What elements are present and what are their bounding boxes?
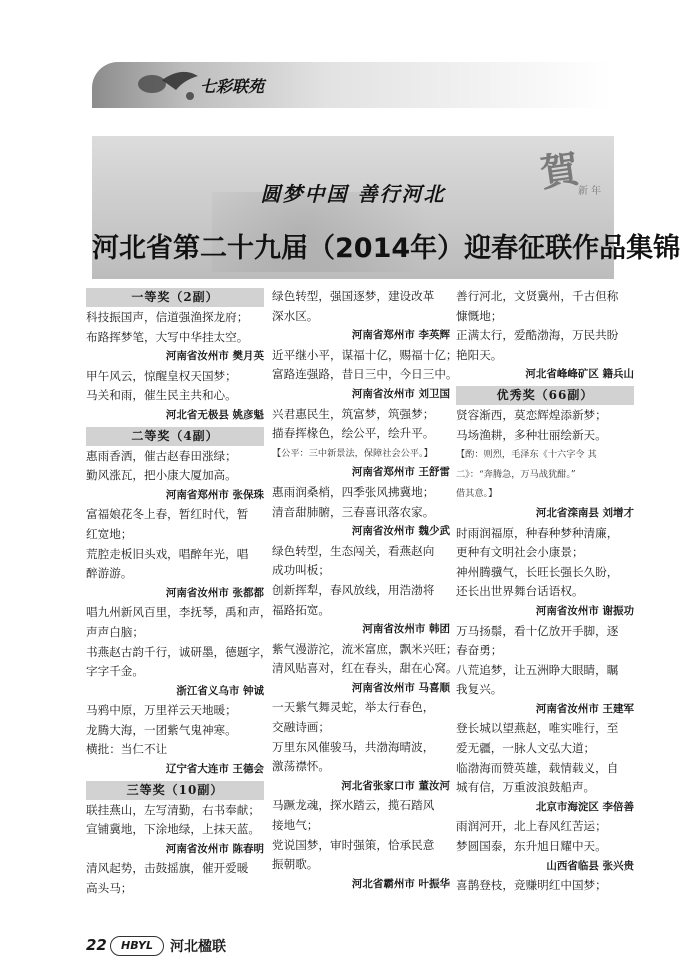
author-credit: 河南省郑州市 张保珠	[165, 488, 264, 501]
couplet-line: 高头马；	[86, 881, 133, 896]
couplet-line: 艳阳天。	[456, 347, 503, 362]
couplet-line: 时雨润福原，种春种梦种清廉，	[456, 525, 619, 540]
section-label: 七彩联苑	[200, 77, 265, 96]
banner-title: 河北省第二十九届（2014年）迎春征联作品集锦	[92, 233, 681, 264]
title-banner	[92, 136, 681, 279]
couplet-line: 紫气漫游沱，流米富庶，飘米兴旺；	[272, 641, 458, 656]
prize-heading: 二等奖（4副）	[86, 427, 264, 446]
couplet-line: 绿色转型，强国逐梦，建设改革	[272, 289, 435, 303]
couplet-line: 我复兴。	[456, 682, 503, 697]
author-credit: 河南省汝州市 谢振功	[535, 604, 634, 617]
author-credit: 河南省汝州市 刘卫国	[351, 387, 450, 400]
text-column-1	[86, 287, 272, 899]
couplet-line: 福路拓宽。	[272, 602, 330, 617]
couplet-line: 勤风涨瓦，把小康大厦加高。	[86, 468, 237, 483]
text-column-2	[272, 287, 458, 894]
couplet-line: 善行河北，文贤冀州，千古但称	[456, 289, 619, 303]
section-header	[92, 62, 612, 108]
couplet-line: 还长出世界舞台话语权。	[456, 584, 584, 599]
couplet-line: 春奋勇；	[456, 643, 503, 658]
couplet-line: 清风贴喜对，红在春头，甜在心窝。	[272, 661, 458, 676]
couplet-line: 喜鹊登枝，竞赚明红中国梦；	[456, 878, 607, 893]
couplet-line: 万马扬鬃，看十亿放开手脚，逐	[456, 623, 619, 638]
couplet-line: 惠雨香洒，催古赵春田涨绿；	[86, 448, 237, 463]
couplet-line: 绿色转型，生态闯关，看燕赵向	[272, 543, 435, 558]
prize-heading: 一等奖（2副）	[86, 288, 264, 307]
couplet-line: 声声白脑；	[86, 624, 144, 639]
couplet-line: 登长城以望燕赵，唯实唯行，至	[456, 721, 619, 736]
magazine-name: 河北楹联	[170, 939, 226, 955]
couplet-line: 成功叫板；	[272, 563, 330, 578]
couplet-line: 振朝歌。	[272, 857, 319, 872]
couplet-line: 正满太行，爱酷渤海，万民共盼	[456, 328, 619, 343]
text-column-3	[456, 287, 634, 896]
couplet-line: 马鸦中原，万里祥云天地暖；	[86, 703, 237, 718]
annotation-note: 【酌：则烈，毛泽东《十六字令 其	[456, 449, 597, 461]
couplet-line: 贤容渐西，莫恋辉煌添新梦；	[456, 407, 607, 422]
magazine-logo: HBYL	[110, 936, 164, 956]
couplet-line: 临渤海而赞英雄，载情载义，自	[456, 760, 619, 775]
couplet-line: 深水区。	[272, 308, 319, 323]
greeting-sub: 新 年	[578, 186, 602, 197]
couplet-line: 描春挥椽色，绘公平，绘升平。	[272, 426, 435, 441]
author-credit: 河南省汝州市 魏少武	[351, 525, 450, 538]
author-credit: 河南省郑州市 王舒雷	[351, 466, 450, 479]
couplet-line: 创新挥犁，春风放线，用浩渤将	[272, 582, 435, 597]
couplet-line: 更种有文明社会小康景；	[456, 545, 584, 560]
couplet-line: 八荒追梦，让五洲睁大眼睛，瞩	[456, 662, 619, 677]
couplet-line: 醉游游。	[86, 566, 133, 581]
couplet-line: 红宽地；	[86, 526, 133, 541]
couplet-line: 马场渔耕，多种壮丽绘新天。	[456, 427, 607, 442]
author-credit: 河北省张家口市 董汝河	[341, 779, 450, 792]
author-credit: 河南省汝州市 樊月英	[165, 350, 264, 363]
author-credit: 河南省汝州市 王建军	[535, 702, 634, 715]
couplet-line: 布路挥梦笔，大写中华挂太空。	[86, 329, 249, 344]
couplet-line: 马关和雨，催生民主共和心。	[86, 388, 237, 403]
author-credit: 河北省无极县 姚彦魁	[165, 408, 264, 421]
couplet-line: 科技振国声，信道强渔探龙府；	[86, 310, 249, 324]
author-credit: 浙江省义乌市 钟诚	[176, 684, 264, 697]
couplet-line: 慷慨地；	[456, 308, 503, 323]
author-credit: 山西省临县 张兴贵	[546, 859, 634, 872]
annotation-note: 【公平：三中新景法，保障社会公平。】	[272, 447, 433, 459]
couplet-line: 交融诗画；	[272, 720, 330, 735]
couplet-line: 惠雨润桑梢，四季张风拂冀地；	[272, 484, 435, 499]
prize-heading: 优秀奖（66副）	[456, 386, 634, 405]
couplet-line: 马蹶龙魂，探水踏云，揽石踏风	[272, 798, 435, 813]
author-credit: 河北省滦南县 刘增才	[535, 506, 634, 519]
greeting-glyph: 賀	[537, 145, 582, 196]
annotation-note: 二》：“奔腾急，万马战犹酣。”	[456, 468, 576, 480]
author-credit: 河南省汝州市 张都都	[165, 586, 264, 599]
couplet-line: 甲午风云，惊醒皇权天国梦；	[86, 368, 237, 383]
author-credit: 北京市海淀区 李倍善	[535, 800, 634, 813]
author-credit: 辽宁省大连市 王德会	[165, 763, 264, 776]
author-credit: 河南省汝州市 陈春明	[165, 842, 264, 855]
couplet-line: 神州腾骥气，长旺长强长久盼，	[456, 564, 619, 579]
couplet-line: 唱九州新风百里，李抚琴，禹和声，	[86, 605, 272, 620]
couplet-line: 清音甜肺腑，三春喜讯落农家。	[272, 504, 435, 519]
couplet-line: 龙腾大海，一团紫气鬼神寒。	[86, 722, 237, 737]
couplet-line: 爱无疆，一脉人文弘大道；	[456, 741, 596, 756]
annotation-note: 借其意。】	[456, 488, 498, 500]
author-credit: 河南省郑州市 李英辉	[351, 329, 450, 342]
author-credit: 河北省霸州市 叶振华	[351, 877, 450, 890]
couplet-line: 梦圆国泰，东升旭日耀中天。	[456, 839, 607, 854]
banner-subtitle: 圆梦中国 善行河北	[260, 182, 446, 206]
couplet-line: 富福娘花冬上春，暂红时代，暂	[86, 507, 249, 522]
couplet-line: 万里东风催骏马，共渤海晴波，	[272, 739, 435, 754]
author-credit: 河南省汝州市 韩团	[362, 623, 450, 636]
page-number: 22	[86, 936, 107, 954]
ink-fish-icon	[132, 60, 202, 106]
couplet-line: 近平继小平，谋福十亿，赐福十亿；	[272, 347, 458, 362]
couplet-line: 党说国梦，审时强策，恰承民意	[272, 837, 435, 852]
prize-heading: 三等奖（10副）	[86, 781, 264, 800]
couplet-line: 联挂燕山，左写清勤，右书奉献；	[86, 802, 260, 817]
couplet-line: 荒腔走板旧头戏，唱醉年光，唱	[86, 546, 249, 561]
couplet-line: 字字千金。	[86, 664, 144, 679]
couplet-line: 宣铺冀地，下涂地绿，上抹天蓝。	[86, 822, 260, 837]
couplet-line: 清风起势，击鼓摇旗，催开爱暖	[86, 861, 249, 876]
couplet-line: 富路连强路，昔日三中，今日三中。	[272, 367, 458, 382]
couplet-line: 接地气；	[272, 818, 319, 833]
couplet-line: 激荡襟怀。	[272, 759, 330, 774]
couplet-line: 城有信，万重波浪鼓船声。	[456, 780, 596, 795]
author-credit: 河北省峰峰矿区 籍兵山	[525, 368, 634, 381]
couplet-line: 雨润河开，北上春风红苦运；	[456, 819, 607, 834]
author-credit: 河南省汝州市 马喜顺	[351, 681, 450, 694]
couplet-line: 兴君惠民生，筑富梦，筑强梦；	[272, 406, 435, 421]
couplet-line: 一天紫气舞灵蛇，举太行春色，	[272, 700, 435, 715]
couplet-line: 书燕赵古韵千行，诚研墨，德题字，	[86, 644, 272, 659]
couplet-line: 横批：当仁不让	[86, 742, 168, 757]
